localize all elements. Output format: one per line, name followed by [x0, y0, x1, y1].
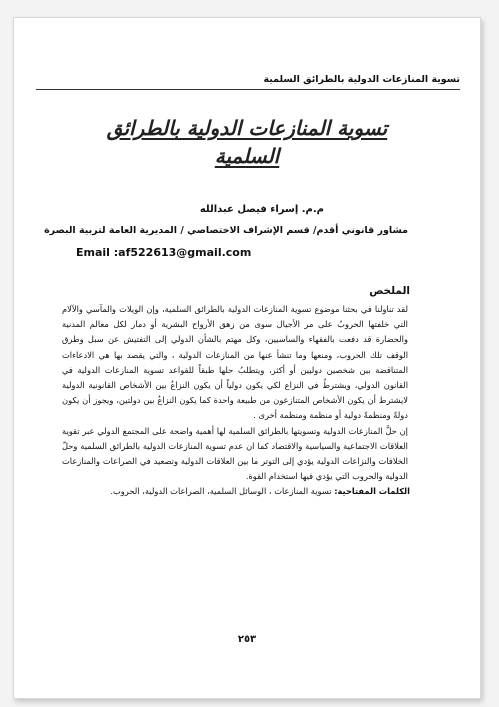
author-name: م.م. إسراء فيصل عبدالله: [199, 204, 324, 215]
author-affiliation: مشاور قانوني أقدم/ قسم الإشراف الاختصاصي / المديرية العامة لتربية البصرة: [44, 225, 408, 236]
abstract-body: [62, 302, 408, 484]
running-header: تسوية المنازعات الدولية بالطرائق السلمية: [263, 74, 460, 85]
abstract-paragraph: إن حلَّ المنازعات الدولية وتسويتها بالطرائق السلمية لها أهمية واضحة على المجتمع الدولي عبر تقوية العلاقات الاجتماعية والسياسية والاقتصاد كما ان عدم تسوية المنازعات الدولية بالطرائق السلمية وحلّ الخلافات والنزاعات الدولية يؤدي إلى التوتر ما بين العلاقات الدولية وتصعيد في الصراعات والمنازعات الدولية والحروب التي يؤدي فيها استخدام القوة.: [62, 425, 408, 482]
abstract-paragraph: لقد تناولنا في بحثنا موضوع تسوية المنازعات الدولية بالطرائق السلمية، وإن الويلات والمآسي والآلام التي خلفتها الحروبُ على مر الأجيال سوى من زهق الأرواح البشرية أو دمار لكل معالم المدنية والحضارة قد دفعت بالفقهاء والساسيين، وكل مهتم بالشأن الدولي إلى التفتيش عن سبل وطرق الوقف تلك الحروب، ومنعها وما تنشأ عنها من المنازعات الدولية ، والتي يقصد بها هي الادعاءات المتناقضة بين شخصين دوليين أو أكثر، ويتطلبُ حلها طبقاً للقواعد تسوية المنازعات الدولية في القانون الدولي، ويشترطُ في النزاع لكي يكون دولياً أن يكون النزاعُ بين الأشخاص القانونية الدولية لايشترط أن يكون الأشخاص المتنازعون من طبيعة واحدة كما يكون النزاعُ بين دولتين، ويجوز أن يكون دولةً ومنظمةً دولية أو منظمة ومنظمة أخرى .: [62, 304, 408, 421]
abstract-heading: الملخص: [369, 285, 410, 297]
article-title: تسوية المنازعات الدولية بالطرائق السلمية: [106, 116, 388, 168]
page-number: ٢٥٣: [237, 634, 257, 645]
document-page: [13, 17, 481, 699]
author-email: Email :af522613@gmail.com: [76, 246, 252, 259]
keywords: [74, 486, 410, 496]
keywords-label: الكلمات المفتاحية:: [334, 486, 410, 496]
header-divider: [36, 89, 460, 90]
keywords-text: تسوية المنازعات ، الوسائل السلمية، الصراعات الدولية، الحروب.: [110, 486, 332, 496]
